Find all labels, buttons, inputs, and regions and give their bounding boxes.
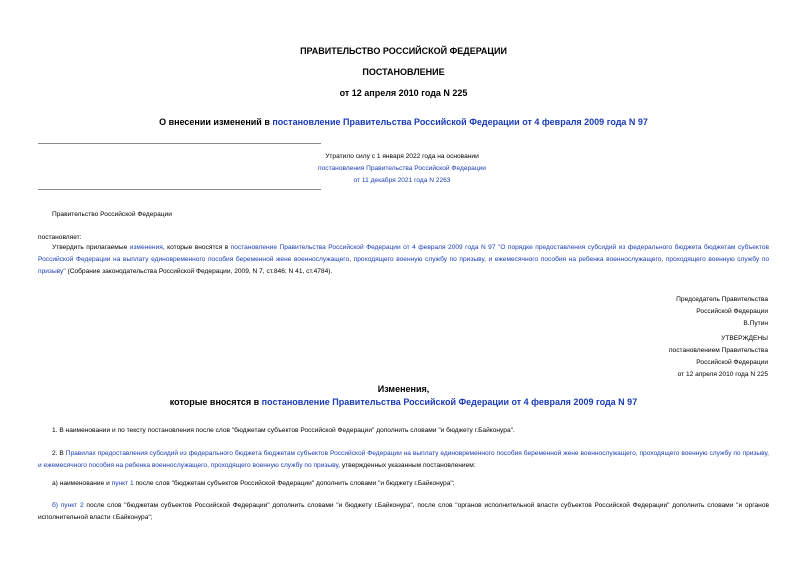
point-2-link[interactable]: б) пункт 2 <box>52 502 84 509</box>
change-item-1: 1. В наименовании и по тексту постановления после слов "бюджетам субъектов Российской Федерации" дополнить словами "и бюджету г.Байконура". <box>52 427 515 434</box>
changes-title-link[interactable]: постановление Правительства Российской Федерации от 4 февраля 2009 года N 97 <box>261 397 638 407</box>
rules-link[interactable]: Правилах предоставления субсидий из федерального бюджета бюджетам субъектов Российской Федерации на выплату единовременного пособия беременной жене военнослужащего, проходящего военную службу по призыву, и ежемесячного пособия на ребенка военнослужащего, проходящего военную службу по призыву <box>38 450 770 469</box>
notice-bottom-rule <box>38 189 321 190</box>
repeal-act-link[interactable]: постановления Правительства Российской Федерации <box>318 165 486 172</box>
change-item-2: 2. В Правилах предоставления субсидий из федерального бюджета бюджетам субъектов Российской Федерации на выплату единовременного пособия беременной жене военнослужащего, проходящего военную службу по призыву, и ежемесячного пособия на ребенка военнослужащего, проходящего военную службу по призыву, утвержденных указанным постановлением: <box>38 450 770 469</box>
approved-heading: УТВЕРЖДЕНЫ <box>721 335 768 342</box>
signature-title-2: Российской Федерации <box>696 308 768 315</box>
repeal-notice-text: Утратило силу с 1 января 2022 года на основании <box>325 153 479 160</box>
signature-block <box>560 294 768 330</box>
point-1-link[interactable]: пункт 1 <box>111 480 134 487</box>
changes-heading: Изменения, <box>377 384 430 394</box>
signatory-name: В.Путин <box>743 320 768 327</box>
change-item-a: а) наименование и пункт 1 после слов "бюджетам субъектов Российской Федерации" дополнить словами "и бюджету г.Байконура"; <box>52 480 455 487</box>
document-date-number: от 12 апреля 2010 года N 225 <box>339 88 468 98</box>
change-item-b: б) пункт 2 после слов "бюджетам субъектов Российской Федерации" дополнить словами "и бюджету г.Байконура", после слов "органов исполнительной власти субъектов Российской Федерации" дополнить словами "и органов исполнительной власти г.Байконура"; <box>38 502 769 521</box>
title-prefix: О внесении изменений в <box>159 117 273 127</box>
repeal-notice <box>262 151 542 187</box>
changes-link[interactable]: изменения <box>129 244 163 251</box>
title-link[interactable]: постановление Правительства Российской Федерации от 4 февраля 2009 года N 97 <box>272 117 648 127</box>
document-type: ПОСТАНОВЛЕНИЕ <box>362 67 445 77</box>
resolves-word: постановляет: <box>38 234 82 241</box>
resolution-paragraph: Утвердить прилагаемые изменения, которые вносятся в постановление Правительства Российской Федерации от 4 февраля 2009 года N 97 "О порядке предоставления субсидий из федерального бюджета бюджетам субъектов Российской Федерации на выплату единовременного пособия беременной жене военнослужащего, проходящего военную службу по призыву, и ежемесячного пособия на ребенка военнослужащего, проходящего военную службу по призыву" (Собрание законодательства Российской Федерации, 2009, N 7, ст.846; N 41, ст.4784). <box>38 244 769 275</box>
approved-by: постановлением Правительства <box>668 347 768 354</box>
resolution-97-link[interactable]: постановление Правительства Российской Федерации от 4 февраля 2009 года N 97 "О порядке предоставления субсидий из федерального бюджета бюджетам субъектов Российской Федерации на выплату единовременного пособия беременной жене военнослужащего, проходящего военную службу по призыву, и ежемесячного пособия на ребенка военнослужащего, проходящего военную службу по призыву" <box>38 244 769 275</box>
document-title <box>0 117 807 127</box>
changes-subheading: которые вносятся в постановление Правительства Российской Федерации от 4 февраля 2009 года N 97 <box>169 397 638 407</box>
government-heading: ПРАВИТЕЛЬСТВО РОССИЙСКОЙ ФЕДЕРАЦИИ <box>300 46 507 56</box>
notice-top-rule <box>38 143 321 144</box>
government-name: Правительство Российской Федерации <box>52 211 172 218</box>
approved-date: от 12 апреля 2010 года N 225 <box>677 371 768 378</box>
signature-title: Председатель Правительства <box>676 296 768 303</box>
approved-by-2: Российской Федерации <box>696 359 768 366</box>
repeal-act-date-link[interactable]: от 11 декабря 2021 года N 2263 <box>353 177 451 184</box>
approval-block <box>560 333 768 381</box>
